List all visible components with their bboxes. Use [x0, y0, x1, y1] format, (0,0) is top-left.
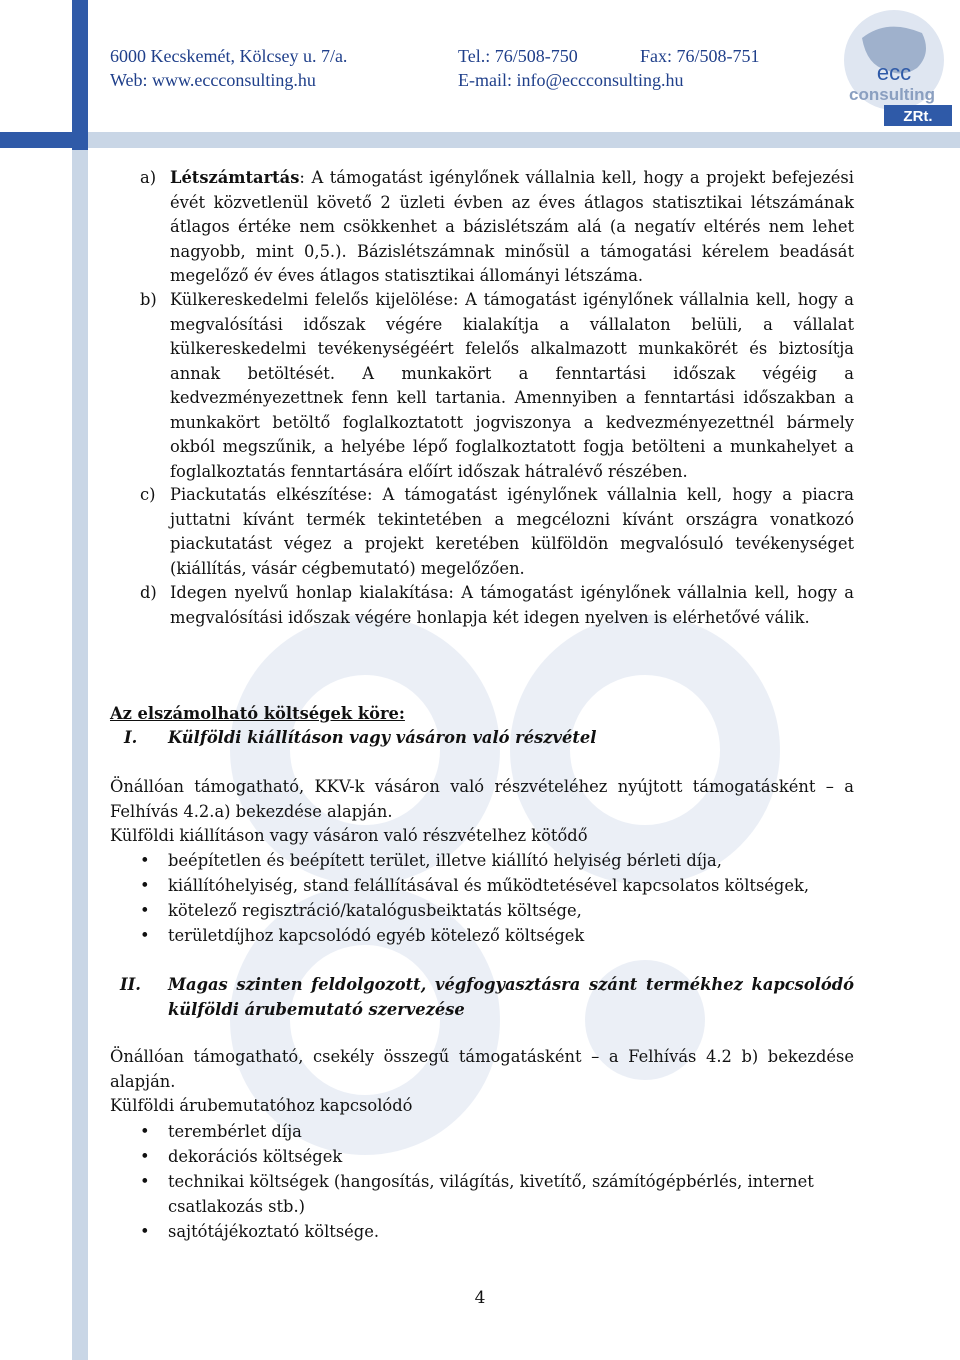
section-heading-text: Az elszámolható költségek köre:	[110, 704, 405, 723]
subsection-1-title-text: Külföldi kiállításon vagy vásáron való részvétel	[168, 728, 597, 747]
list-body-a2: Bázislétszámnak minősül a támogatási kérelem beadását megelőző év éves átlagos statisztikai állományi létszáma.	[170, 241, 855, 285]
subsection-1-paragraph: Önállóan támogatható, KKV-k vásáron való részvételéhez nyújtott támogatásként – a Felhívás 4.2.a) bekezdése alapján.	[110, 777, 854, 821]
bullet-text: terembérlet díja	[168, 1122, 302, 1141]
subsection-2-intro: Külföldi árubemutatóhoz kapcsolódó	[110, 1096, 413, 1115]
frame-bar-horizontal-light	[88, 132, 960, 148]
list-item	[110, 1144, 854, 1169]
bullet-text: dekorációs költségek	[168, 1147, 343, 1166]
list-label-c: c)	[140, 485, 156, 504]
list-text-c: Piackutatás elkészítése: A támogatást igénylőnek vállalnia kell, hogy a piacra juttatni kívánt termék tekintetében a megcélozni kívánt országra vonatkozó piackutatást végez a projekt keretében külföldön megvalósuló tevékenységet (kiállítás, vásár cégbemutató) megelőzően.	[170, 485, 854, 578]
frame-bar-vertical-accent	[72, 0, 88, 150]
subsection-1-number: I.	[124, 728, 138, 747]
header-fax: Fax: 76/508-751	[640, 46, 760, 66]
list-text-a	[170, 166, 854, 289]
bullet-icon: •	[140, 926, 150, 945]
subsection-1-bullets	[110, 848, 854, 948]
bullet-icon: •	[140, 876, 150, 895]
list-body-a1: : A támogatást igénylőnek vállalnia kell, hogy a projekt befejezési évét közvetlenül követő 2 üzleti évben az éves átlagos statisztikai létszámának átlagos értéke nem csökkenhet a bázislétszám alá (a negatív eltérés nem lehet nagyobb, mint 0,5.).	[170, 168, 854, 261]
header-address: 6000 Kecskemét, Kölcsey u. 7/a.	[110, 46, 348, 66]
ecc-logo	[832, 8, 952, 126]
list-item	[110, 1169, 854, 1219]
list-label-d: d)	[140, 583, 157, 602]
page-number: 4	[474, 1288, 486, 1308]
header-web: Web: www.eccconsulting.hu	[110, 70, 316, 90]
bullet-text: beépítetlen és beépített terület, illetve kiállító helyiség bérleti díja,	[168, 851, 722, 870]
subsection-2-bullets	[110, 1119, 854, 1244]
list-item-d	[140, 581, 854, 630]
header-email: E-mail: info@eccconsulting.hu	[458, 70, 684, 90]
subsection-1-title	[110, 726, 854, 751]
bullet-text: sajtótájékoztató költsége.	[168, 1222, 380, 1241]
list-label-a: a)	[140, 168, 157, 187]
list-item	[110, 873, 854, 898]
subsection-2-title-text: Magas szinten feldolgozott, végfogyasztásra szánt termékhez kapcsolódó külföldi árubemutató szervezése	[168, 975, 854, 1019]
list-item	[110, 1219, 854, 1244]
section-heading	[110, 702, 854, 727]
bullet-icon: •	[140, 901, 150, 920]
list-item	[110, 898, 854, 923]
list-title-a: Létszámtartás	[170, 168, 300, 187]
subsection-1-intro: Külföldi kiállításon vagy vásáron való részvételhez kötődő	[110, 826, 588, 845]
bullet-text: kiállítóhelyiség, stand felállításával és működtetésével kapcsolatos költségek,	[168, 876, 810, 895]
logo-letters: ecc	[876, 60, 912, 85]
list-item-a	[140, 166, 854, 289]
bullet-icon: •	[140, 1147, 150, 1166]
list-item	[110, 923, 854, 948]
header-phone: Tel.: 76/508-750	[458, 46, 578, 66]
subsection-2-paragraph: Önállóan támogatható, csekély összegű támogatásként – a Felhívás 4.2 b) bekezdése alapján.	[110, 1047, 854, 1091]
list-text-d: Idegen nyelvű honlap kialakítása: A támogatást igénylőnek vállalnia kell, hogy a megvalósítási időszak végére honlapja két idegen nyelven is elérhetővé válik.	[170, 583, 854, 627]
list-label-b: b)	[140, 290, 157, 309]
bullet-icon: •	[140, 1122, 150, 1141]
list-item	[110, 848, 854, 873]
list-item-c	[140, 483, 854, 581]
bullet-text: kötelező regisztráció/katalógusbeiktatás költsége,	[168, 901, 582, 920]
frame-bar-vertical	[72, 0, 88, 1360]
bullet-icon: •	[140, 851, 150, 870]
logo-consulting-text: consulting	[849, 85, 935, 104]
subsection-2-title	[110, 973, 854, 1022]
bullet-text: technikai költségek (hangosítás, világítás, kivetítő, számítógépbérlés, internet csatlakozás stb.)	[168, 1172, 814, 1216]
list-item	[110, 1119, 854, 1144]
bullet-icon: •	[140, 1222, 150, 1241]
bullet-text: területdíjhoz kapcsolódó egyéb kötelező költségek	[168, 926, 585, 945]
list-text-b: Külkereskedelmi felelős kijelölése: A támogatást igénylőnek vállalnia kell, hogy a megvalósítási időszak végére kialakítja a vállalaton belüli, a vállalat külkereskedelmi tevékenységéért felelős alkalmazott munkakörét és biztosítja annak betöltését. A munkakört a fenntartási időszak végéig a kedvezményezettnek fenn kell tartania. Amennyiben a fenntartási időszakban a munkakört betöltő foglalkoztatott jogviszonya a kedvezményezettnél bármely okból megszűnik, a helyébe lépő foglalkoztatott fogja betölteni a munkahelyet a foglalkoztatás fenntartására előírt időszak hátralévő részében.	[170, 290, 854, 481]
subsection-2-number: II.	[120, 975, 141, 994]
bullet-icon: •	[140, 1172, 150, 1191]
logo-zrt: ZRt.	[903, 108, 933, 125]
list-item-b	[140, 288, 854, 484]
